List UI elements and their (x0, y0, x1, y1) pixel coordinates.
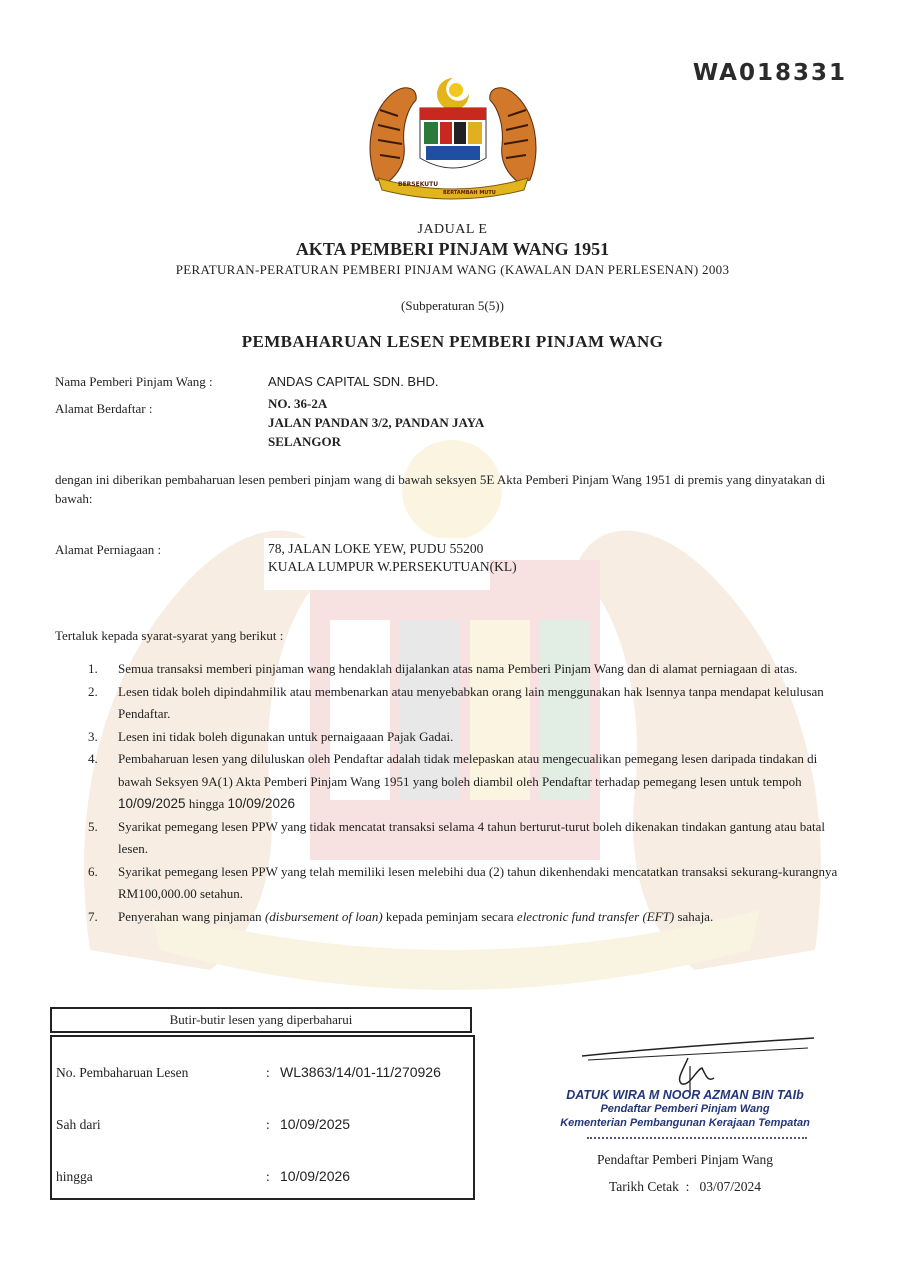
list-item: 6. Syarikat pemegang lesen PPW yang telah memiliki lesen melebihi dua (2) tahun dikenhendaki mencatatkan transaksi sekurang-kurangnya RM100,000.00 setahun. (88, 863, 838, 901)
print-date-label: Tarikh Cetak (608, 1179, 679, 1194)
print-date: 03/07/2024 (699, 1179, 762, 1194)
renewal-details-heading: Butir-butir lesen yang diperbaharui (50, 1007, 472, 1033)
business-address-label: Alamat Perniagaan : (55, 542, 162, 557)
colon: : (266, 1169, 270, 1184)
grant-statement: dengan ini diberikan pembaharuan lesen pemberi pinjam wang di bawah seksyen 5E Akta Pemberi Pinjam Wang 1951 di premis yang dinyatakan di bawah: (55, 472, 826, 506)
list-item: 7. Penyerahan wang pinjaman (disbursement of loan) kepada peminjam secara electronic fund transfer (EFT) sahaja. (88, 908, 714, 924)
colon: : (266, 1117, 270, 1132)
coat-of-arms-logo (358, 70, 548, 200)
signatory-title-1: Pendaftar Pemberi Pinjam Wang (600, 1103, 770, 1115)
schedule-label: JADUAL E (417, 222, 488, 237)
conditions-intro: Tertaluk kepada syarat-syarat yang berikut : (55, 628, 284, 643)
official-stamp (550, 1088, 820, 1130)
list-item: 1. Semua transaksi memberi pinjaman wang hendaklah dijalankan atas nama Pemberi Pinjam Wang dan di alamat perniagaan di atas. (88, 661, 798, 676)
valid-to-label: hingga (56, 1169, 93, 1184)
act-title: AKTA PEMBERI PINJAM WANG 1951 (295, 239, 610, 259)
business-address-line1: 78, JALAN LOKE YEW, PUDU 55200 (268, 541, 484, 556)
term-to-date: 10/09/2026 (227, 796, 296, 811)
signature-graphic (578, 1022, 818, 1092)
print-date-row: Tarikh Cetak : 03/07/2024 (608, 1179, 762, 1194)
valid-to-date: 10/09/2026 (280, 1168, 351, 1184)
signatory-name: DATUK WIRA M NOOR AZMAN BIN TAIb (566, 1088, 804, 1102)
business-address-line2: KUALA LUMPUR W.PERSEKUTUAN(KL) (268, 559, 517, 574)
list-item: 2. Lesen tidak boleh dipindahmilik atau membenarkan atau menyebabkan orang lain menggunakan hak lsennya tanpa mendapat kelulusan Pendaftar. (88, 683, 824, 721)
renewal-no: WL3863/14/01-11/270926 (280, 1064, 441, 1080)
business-address-box (264, 538, 517, 590)
regulations-title: PERATURAN-PERATURAN PEMBERI PINJAM WANG (KAWALAN DAN PERLESENAN) 2003 (175, 262, 730, 277)
term-from-date: 10/09/2025 (118, 796, 186, 811)
registered-address-line3: SELANGOR (268, 434, 341, 449)
list-item: 3. Lesen ini tidak boleh digunakan untuk pernaigaaan Pajak Gadai. (88, 728, 454, 744)
registered-address-line1: NO. 36-2A (268, 396, 328, 411)
list-item: 5. Syarikat pemegang lesen PPW yang tidak mencatat transaksi selama 4 tahun berturut-turut boleh dikenakan tindakan gantung atau batal lesen. (88, 818, 825, 856)
signatory-title-2: Kementerian Pembangunan Kerajaan Tempatan (560, 1117, 810, 1129)
registered-address-label: Alamat Berdaftar : (55, 401, 153, 416)
stamp-dotted-line (587, 1137, 807, 1139)
serial-number: WA018331 (692, 60, 847, 86)
lender-name: ANDAS CAPITAL SDN. BHD. (268, 374, 439, 389)
lender-name-label: Nama Pemberi Pinjam Wang : (55, 374, 213, 389)
subregulation: (Subperaturan 5(5)) (401, 298, 504, 313)
svg-text:BERTAMBAH MUTU: BERTAMBAH MUTU (443, 190, 496, 196)
list-item: 4. Pembaharuan lesen yang diluluskan oleh Pendaftar adalah tidak melepaskan atau mengecualikan pemegang lesen daripada tindakan di bawah Seksyen 9A(1) Akta Pemberi Pinjam Wang 1951 yang boleh diambil oleh Pendaftar terhadap pemegang lesen untuk tempoh 10/09/2025 hingga 10/09/2026 (88, 751, 818, 811)
svg-text:BERSEKUTU: BERSEKUTU (398, 181, 439, 188)
valid-from-date: 10/09/2025 (280, 1116, 351, 1132)
registrar-role: Pendaftar Pemberi Pinjam Wang (596, 1152, 773, 1167)
colon: : (266, 1065, 270, 1080)
registered-address-line2: JALAN PANDAN 3/2, PANDAN JAYA (268, 415, 485, 430)
renewal-details-box (50, 1035, 475, 1200)
renewal-no-label: No. Pembaharuan Lesen (56, 1065, 189, 1080)
conditions-list (88, 658, 848, 928)
page-title: PEMBAHARUAN LESEN PEMBERI PINJAM WANG (241, 332, 664, 351)
valid-from-label: Sah dari (56, 1117, 101, 1132)
